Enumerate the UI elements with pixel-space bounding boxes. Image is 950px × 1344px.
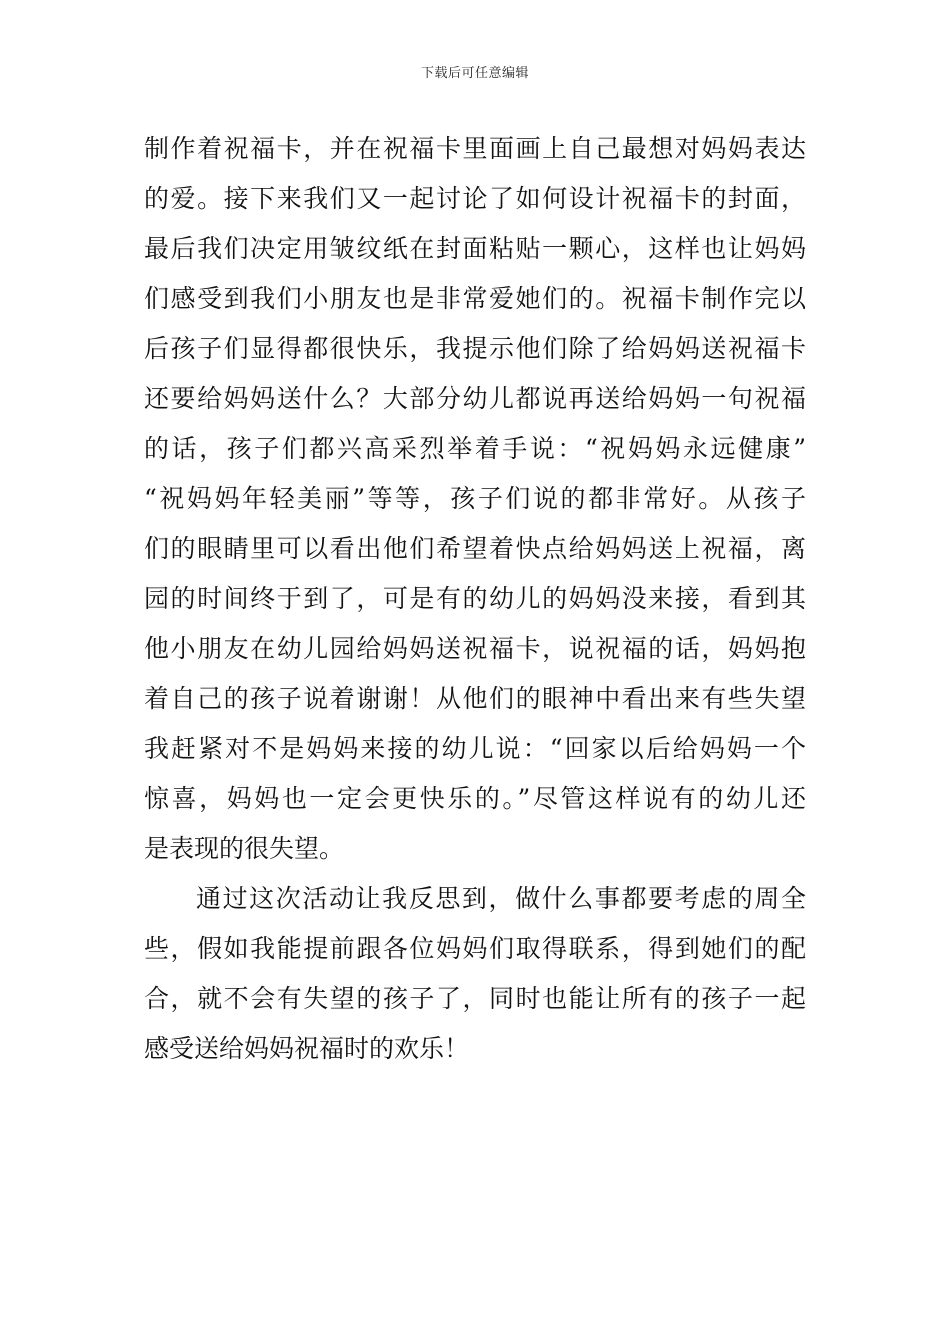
paragraph-line: 制作着祝福卡，并在祝福卡里面画上自己最想对妈妈表达 <box>144 134 806 163</box>
paragraph-line: 们感受到我们小朋友也是非常爱她们的。祝福卡制作完以 <box>144 284 806 313</box>
paragraph-line: 通过这次活动让我反思到，做什么事都要考虑的周全 <box>196 884 806 913</box>
paragraph-line: “祝妈妈年轻美丽”等等，孩子们说的都非常好。从孩子 <box>144 484 806 513</box>
paragraph-line: 些，假如我能提前跟各位妈妈们取得联系，得到她们的配 <box>144 934 806 963</box>
paragraph-line: 后孩子们显得都很快乐，我提示他们除了给妈妈送祝福卡 <box>144 334 806 363</box>
paragraph-line: 合，就不会有失望的孩子了，同时也能让所有的孩子一起 <box>144 984 806 1013</box>
paragraph-line: 感受送给妈妈祝福时的欢乐！ <box>144 1034 470 1063</box>
paragraph-line: 着自己的孩子说着谢谢！从他们的眼神中看出来有些失望 <box>144 684 806 713</box>
paragraph-2 <box>144 874 806 1074</box>
paragraph-line: 们的眼睛里可以看出他们希望着快点给妈妈送上祝福，离 <box>144 534 806 563</box>
paragraph-line: 他小朋友在幼儿园给妈妈送祝福卡，说祝福的话，妈妈抱 <box>144 634 806 663</box>
paragraph-line: 还要给妈妈送什么？大部分幼儿都说再送给妈妈一句祝福 <box>144 384 806 413</box>
paragraph-line: 惊喜，妈妈也一定会更快乐的。”尽管这样说有的幼儿还 <box>144 784 806 813</box>
paragraph-line: 的话，孩子们都兴高采烈举着手说：“祝妈妈永远健康” <box>144 434 806 463</box>
paragraph-1 <box>144 124 806 874</box>
paragraph-line: 园的时间终于到了，可是有的幼儿的妈妈没来接，看到其 <box>144 584 806 613</box>
page-header: 下载后可任意编辑 <box>420 66 529 81</box>
document-body <box>144 124 806 1074</box>
paragraph-line: 是表现的很失望。 <box>144 834 345 863</box>
paragraph-line: 我赶紧对不是妈妈来接的幼儿说：“回家以后给妈妈一个 <box>144 734 806 763</box>
paragraph-line: 的爱。接下来我们又一起讨论了如何设计祝福卡的封面， <box>144 184 806 213</box>
paragraph-line: 最后我们决定用皱纹纸在封面粘贴一颗心，这样也让妈妈 <box>144 234 806 263</box>
